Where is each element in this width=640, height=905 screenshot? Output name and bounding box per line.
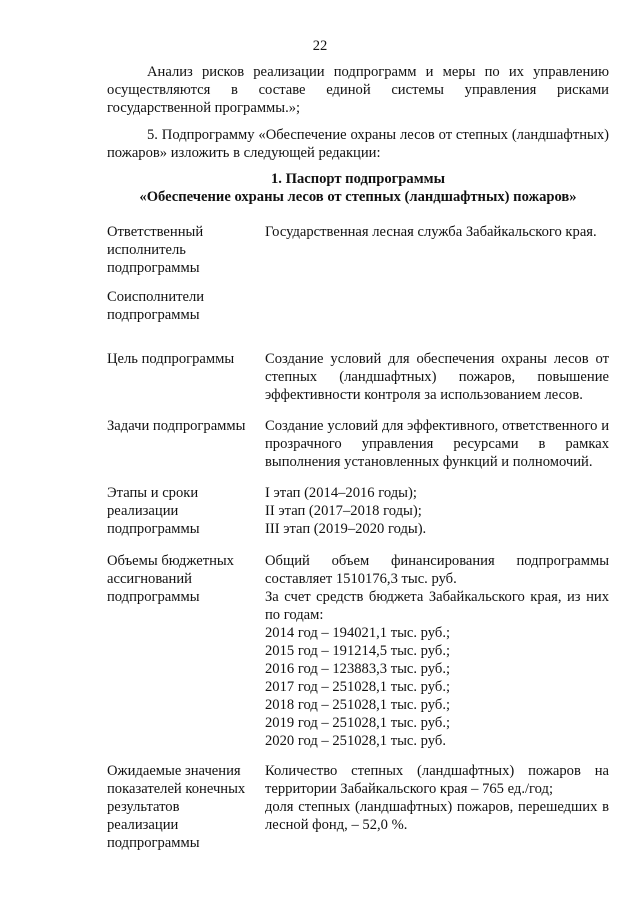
budget-year-line: 2018 год – 251028,1 тыс. руб.; <box>265 697 451 713</box>
stage-line: II этап (2017–2018 годы); <box>265 503 422 519</box>
passport-heading-title: 1. Паспорт подпрограммы <box>271 171 445 187</box>
label-line: результатов <box>107 799 180 815</box>
budget-year-line: 2016 год – 123883,3 тыс. руб.; <box>265 661 451 677</box>
label-line: Этапы и сроки <box>107 485 199 501</box>
budget-source: За счет средств бюджета Забайкальского края, из них по годам: <box>265 589 609 623</box>
paragraph-subprogram-amendment: 5. Подпрограмму «Обеспечение охраны лесов от степных (ландшафтных) пожаров» изложить в следующей редакции: <box>107 127 609 161</box>
label-line: реализации <box>107 817 179 833</box>
row-label <box>107 762 257 852</box>
row-value: Создание условий для обеспечения охраны лесов от степных (ландшафтных) пожаров, повышение эффективности контроля за использованием лесов. <box>265 351 609 403</box>
label-line: подпрограммы <box>107 589 200 605</box>
label-line: Цель подпрограммы <box>107 351 235 367</box>
budget-year-line: 2020 год – 251028,1 тыс. руб. <box>265 733 446 749</box>
row-value <box>265 762 609 834</box>
label-line: подпрограммы <box>107 835 200 851</box>
expected-fires-count: Количество степных (ландшафтных) пожаров на территории Забайкальского края – 765 ед./год; <box>265 763 609 797</box>
label-line: подпрограммы <box>107 260 200 276</box>
stage-line: I этап (2014–2016 годы); <box>265 485 417 501</box>
label-line: показателей конечных <box>107 781 246 797</box>
label-line: Объемы бюджетных <box>107 553 234 569</box>
row-label <box>107 223 257 277</box>
expected-fires-share: доля степных (ландшафтных) пожаров, перешедших в лесной фонд, – 52,0 %. <box>265 799 609 833</box>
passport-heading <box>107 170 609 206</box>
passport-heading-subtitle: «Обеспечение охраны лесов от степных (ландшафтных) пожаров» <box>139 189 577 205</box>
paragraph-risk-analysis: Анализ рисков реализации подпрограмм и меры по их управлению осуществляются в составе единой системы управления рисками государственной программы.»; <box>107 64 609 116</box>
budget-year-line: 2014 год – 194021,1 тыс. руб.; <box>265 625 451 641</box>
stage-line: III этап (2019–2020 годы). <box>265 521 427 537</box>
budget-year-line: 2017 год – 251028,1 тыс. руб.; <box>265 679 451 695</box>
row-label <box>107 484 257 538</box>
label-line: Ожидаемые значения <box>107 763 241 779</box>
label-line: Задачи подпрограммы <box>107 418 246 434</box>
budget-year-line: 2015 год – 191214,5 тыс. руб.; <box>265 643 451 659</box>
row-value <box>265 552 609 750</box>
budget-year-line: 2019 год – 251028,1 тыс. руб.; <box>265 715 451 731</box>
label-line: Ответственный <box>107 224 204 240</box>
row-value: Государственная лесная служба Забайкальского края. <box>265 224 597 240</box>
label-line: подпрограммы <box>107 521 200 537</box>
budget-total: Общий объем финансирования подпрограммы составляет 1510176,3 тыс. руб. <box>265 553 609 587</box>
label-line: ассигнований <box>107 571 192 587</box>
label-line: реализации <box>107 503 179 519</box>
row-label <box>107 288 257 324</box>
page-number: 22 <box>312 38 328 54</box>
row-label <box>107 417 257 435</box>
label-line: исполнитель <box>107 242 186 258</box>
row-value: Создание условий для эффективного, ответственного и прозрачного управления ресурсами в рамках выполнения установленных функций и полномочий. <box>265 418 609 470</box>
label-line: подпрограммы <box>107 307 200 323</box>
row-label <box>107 552 257 606</box>
row-label <box>107 350 257 368</box>
row-value <box>265 484 609 538</box>
label-line: Соисполнители <box>107 289 205 305</box>
